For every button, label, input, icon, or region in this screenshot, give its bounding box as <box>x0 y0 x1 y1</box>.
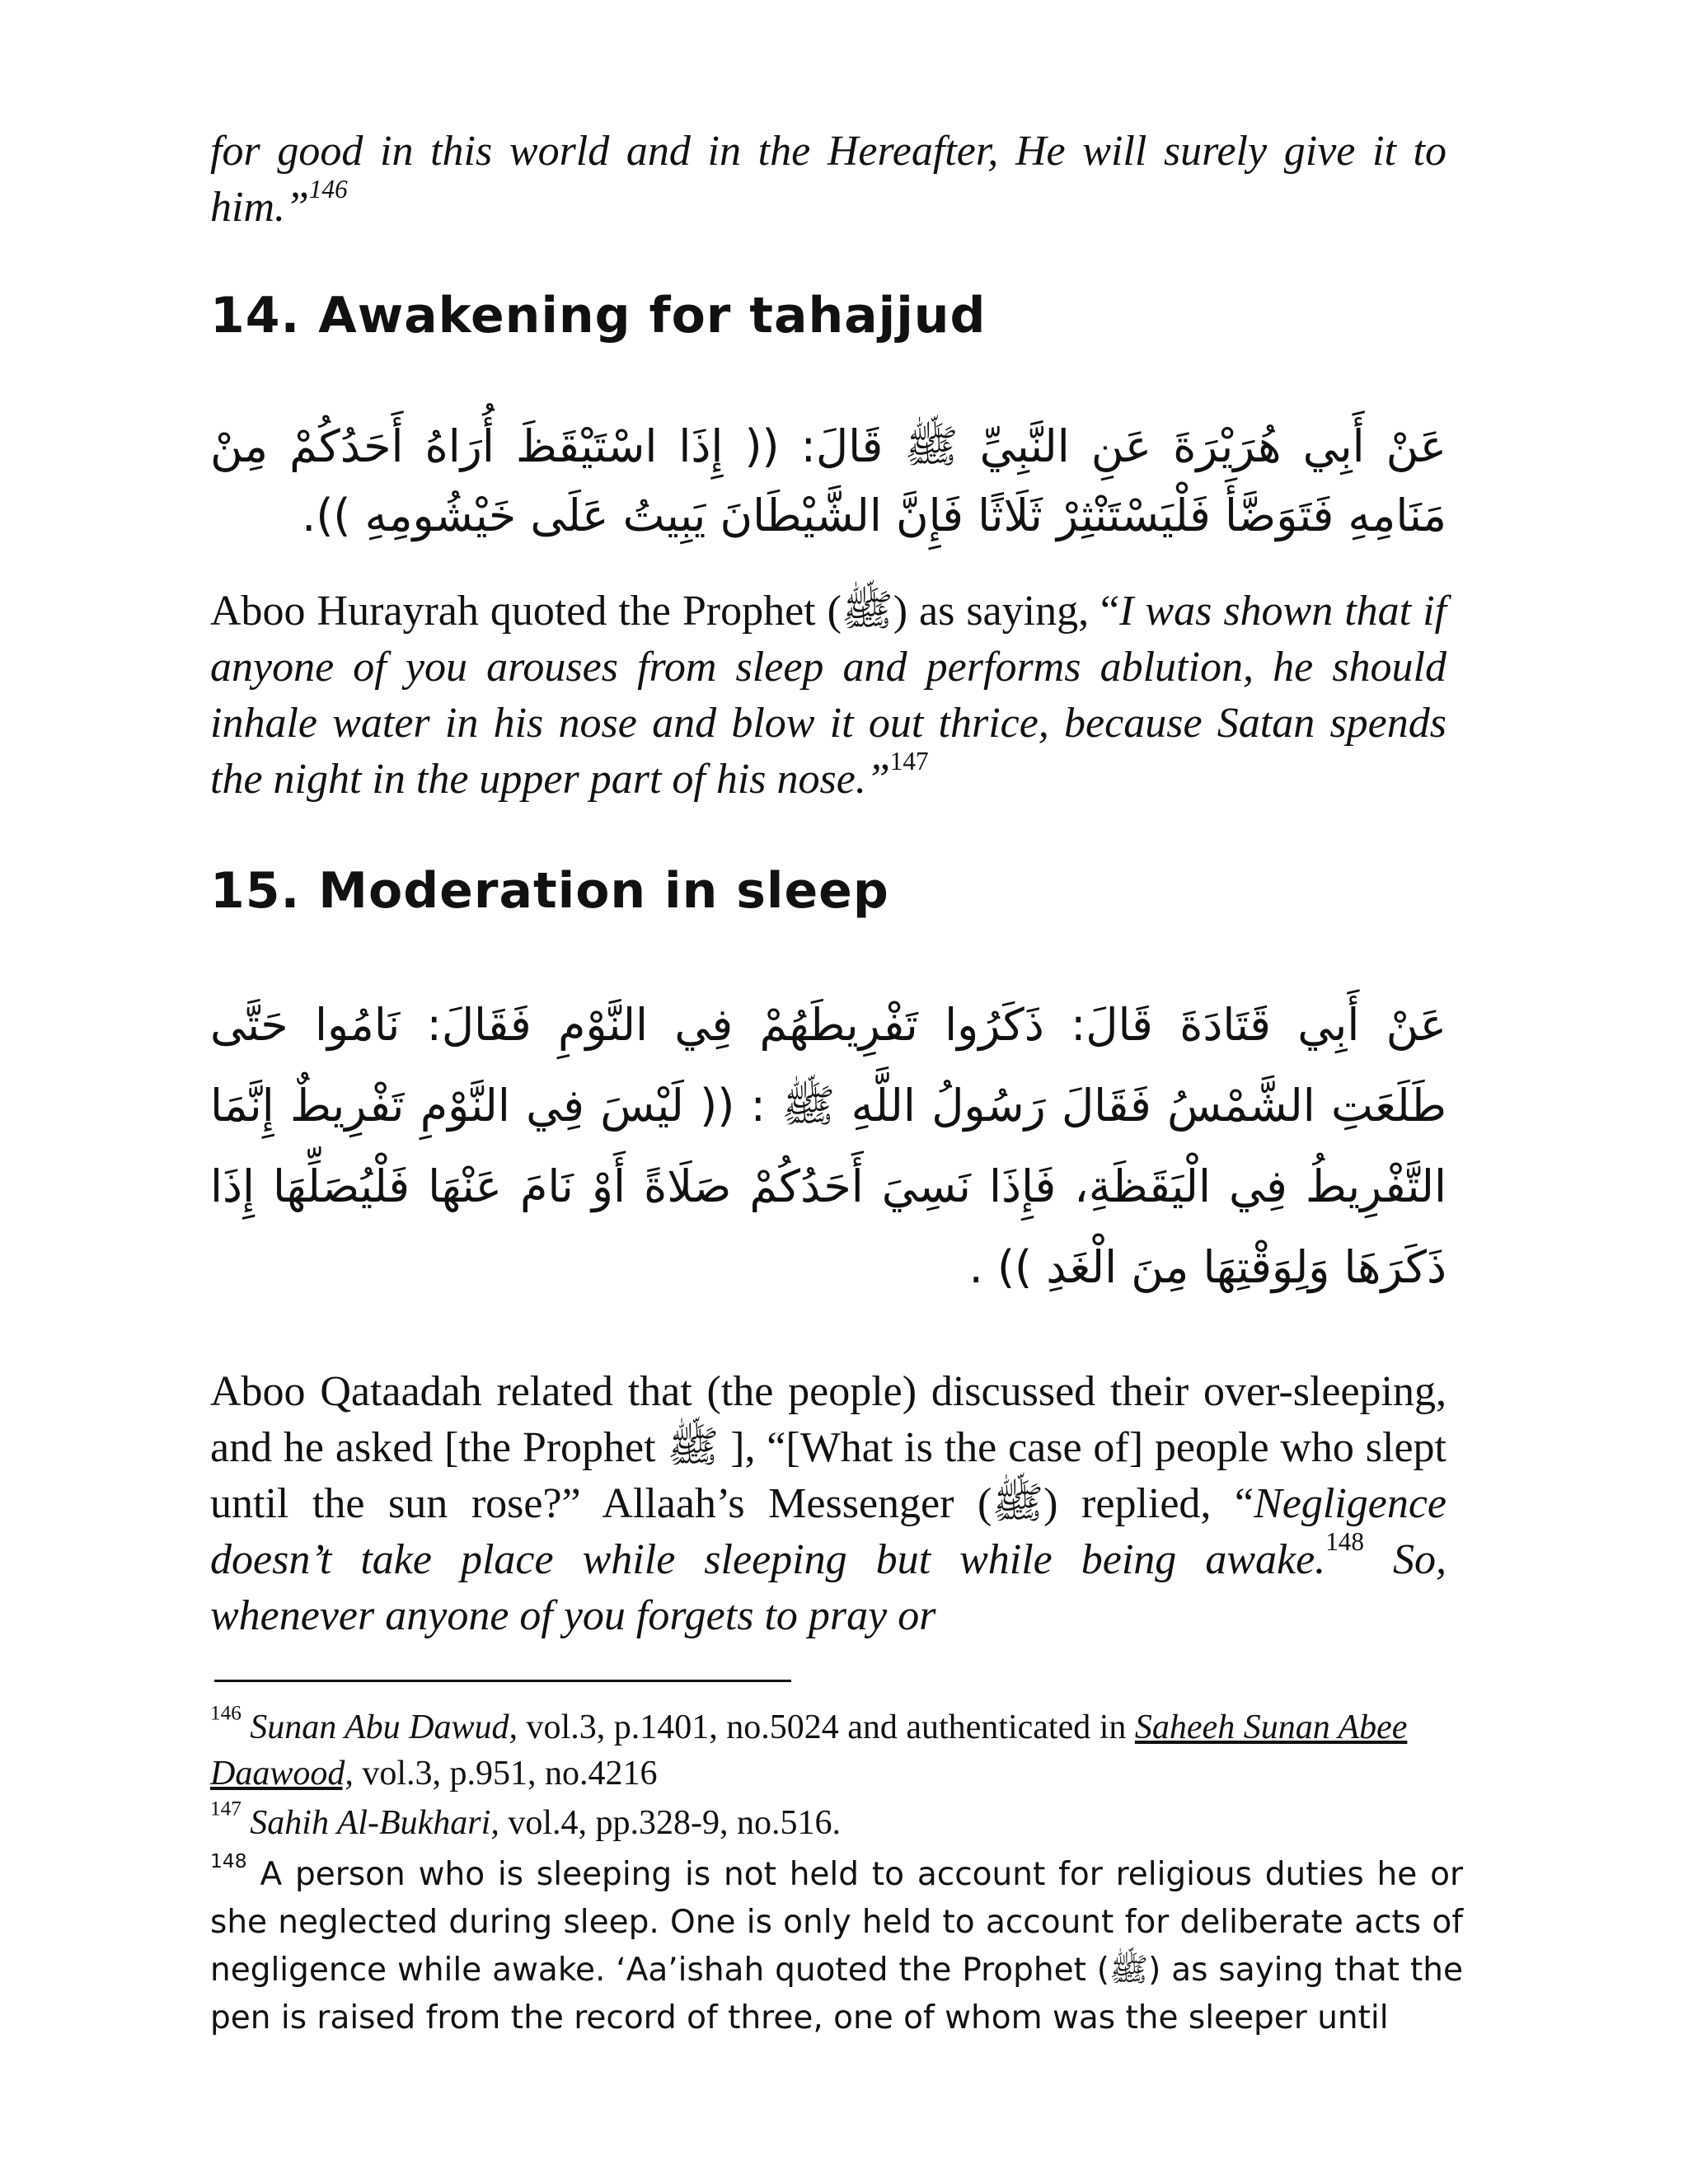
footnote-146-source-2: Saheeh Sunan Abee Daawood, <box>210 1708 1408 1793</box>
section-15-title: Moderation in sleep <box>318 862 889 920</box>
footnote-148-number: 148 <box>210 1849 247 1872</box>
section-14-arabic-text: عَنْ أَبِي هُرَيْرَةَ عَنِ النَّبِيِّ ﷺ قَالَ: (( إِذَا اسْتَيْقَظَ أُرَاهُ أَحَدُكُمْ مِنْ مَنَامِهِ فَتَوَضَّأَ فَلْيَسْتَنْثِرْ ثَلَاثًا فَإِنَّ الشَّيْطَانَ يَبِيتُ عَلَى خَيْشُومِهِ )). <box>210 420 1447 541</box>
footnote-ref-147: 147 <box>889 746 929 776</box>
section-14-number: 14. <box>210 287 301 344</box>
section-15-translation <box>210 1364 1447 1644</box>
footnote-146-source: Sunan Abu Dawud, <box>250 1708 518 1746</box>
footnote-146 <box>210 1704 1463 1797</box>
footnote-147-text: vol.4, pp.328-9, no.516. <box>499 1804 841 1842</box>
section-14-translation-intro: Aboo Hurayrah quoted the Prophet (ﷺ) as saying, “ <box>210 588 1120 635</box>
section-14-title: Awakening for tahajjud <box>318 287 987 344</box>
footnote-ref-148: 148 <box>1325 1526 1364 1556</box>
footnote-146-number: 146 <box>210 1702 241 1725</box>
top-quote-text: for good in this world and in the Hereafter, He will surely give it to him.” <box>210 128 1447 231</box>
section-15-number: 15. <box>210 862 301 920</box>
top-quote <box>210 124 1447 236</box>
section-15-translation-quote-1: Negligence doesn’t take place while sleeping but while being awake. <box>210 1480 1447 1583</box>
footnote-148-text: A person who is sleeping is not held to account for religious duties he or she neglected during sleep. One is only held to account for deliberate acts of negligence while awake. ‘Aa’ishah quoted the Prophet (ﷺ) as saying that the pen is raised from the record of three, one of whom was the sleeper until <box>210 1856 1463 2036</box>
footnote-148 <box>210 1851 1463 2042</box>
section-14-translation-quote: I was shown that if anyone of you arouses from sleep and performs ablution, he should inhale water in his nose and blow it out thrice, because Satan spends the night in the upper part of his nose.” <box>210 588 1447 803</box>
section-15-translation-intro: Aboo Qataadah related that (the people) discussed their over-sleeping, and he asked [the Prophet ﷺ ], “[What is the case of] people who slept until the sun rose?” Allaah’s Messenger (ﷺ) replied, “ <box>210 1368 1447 1527</box>
footnote-146-text-2: vol.3, p.951, no.4216 <box>353 1755 658 1793</box>
section-15-arabic-text: عَنْ أَبِي قَتَادَةَ قَالَ: ذَكَرُوا تَفْرِيطَهُمْ فِي النَّوْمِ فَقَالَ: نَامُوا حَتَّى طَلَعَتِ الشَّمْسُ فَقَالَ رَسُولُ اللَّهِ ﷺ : (( لَيْسَ فِي النَّوْمِ تَفْرِيطٌ إِنَّمَا التَّفْرِيطُ فِي الْيَقَظَةِ، فَإِذَا نَسِيَ أَحَدُكُمْ صَلَاةً أَوْ نَامَ عَنْهَا فَلْيُصَلِّهَا إِذَا ذَكَرَهَا وَلِوَقْتِهَا مِنَ الْغَدِ )) . <box>210 999 1447 1293</box>
footnote-147-source: Sahih Al-Bukhari, <box>250 1804 499 1842</box>
section-15-translation-quote-2: So, whenever anyone of you forgets to pray or <box>210 1536 1447 1639</box>
footnote-ref-146: 146 <box>308 174 348 204</box>
footnote-147-number: 147 <box>210 1797 241 1821</box>
footnote-divider <box>214 1680 791 1682</box>
footnote-147 <box>210 1797 1463 1846</box>
footnote-146-text-1: vol.3, p.1401, no.5024 and authenticated in <box>518 1708 1135 1746</box>
section-14-heading <box>210 287 1447 344</box>
section-14-translation <box>210 583 1447 808</box>
section-15-heading <box>210 862 1447 920</box>
